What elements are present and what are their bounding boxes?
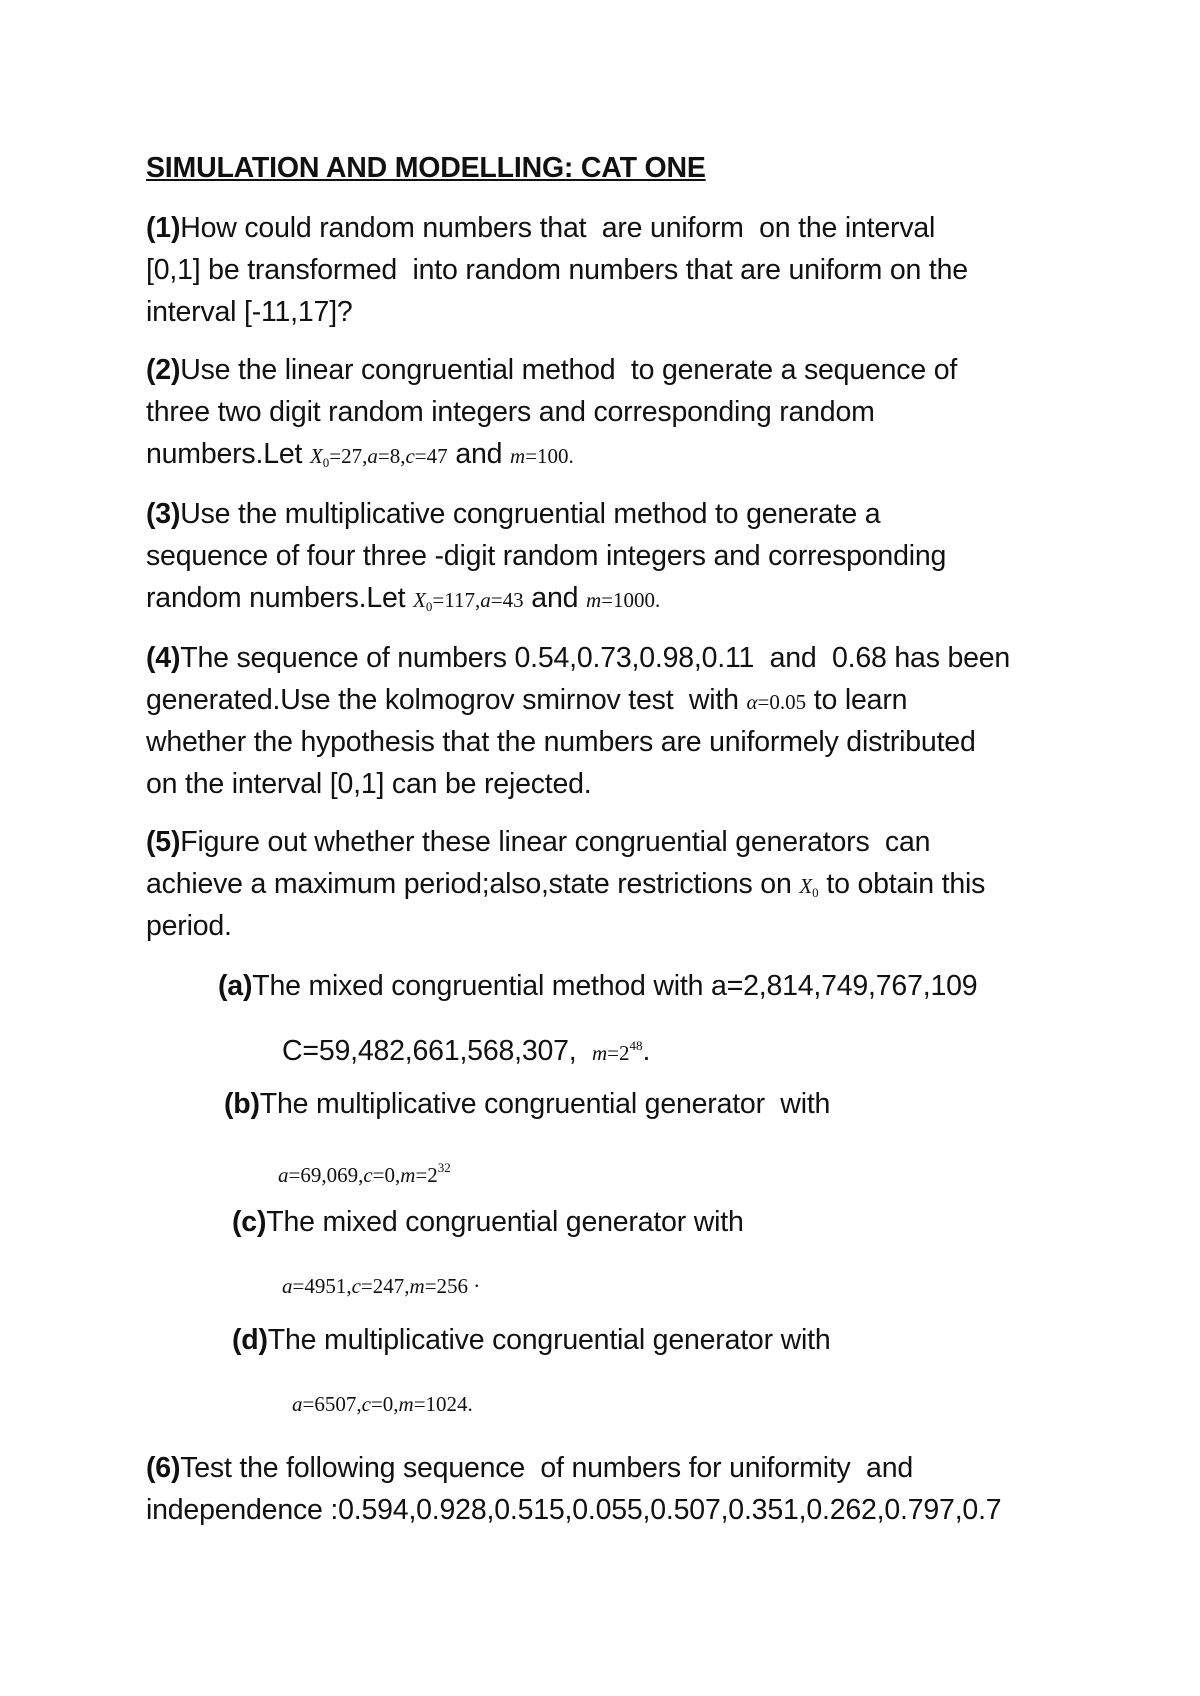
question-5b-formula: $a=69,069,c=0,m=2^{32}$	[278, 1160, 451, 1187]
question-4-line-4: on the interval [0,1] can be rejected.	[146, 768, 592, 800]
question-5-number: (5)	[146, 826, 181, 858]
question-3-modulus: m=1000.	[585, 588, 661, 612]
question-2-modulus: m=100.	[510, 444, 574, 468]
question-5b-line-1: (b)The multiplicative congruential generator with	[224, 1088, 831, 1120]
question-3-number: (3)	[146, 498, 181, 530]
question-4-alpha: α=0.05	[746, 690, 807, 714]
question-5c-line-1: (c)The mixed congruential generator with	[232, 1206, 744, 1238]
question-5-line-1: (5)Figure out whether these linear congruential generators can	[146, 826, 931, 858]
question-5a-modulus: $m=2^{48}$	[591, 1038, 643, 1065]
question-4-line-2: generated.Use the kolmogrov smirnov test with α=0.05 to learn	[146, 684, 908, 716]
question-3-formula: $X_0=117,a=43$	[413, 588, 524, 614]
question-5a-line-1: (a)The mixed congruential method with a=2,814,749,767,109	[218, 970, 978, 1002]
question-4-line-1: (4)The sequence of numbers 0.54,0.73,0.98,0.11 and 0.68 has been	[146, 642, 1011, 674]
question-2-formula: $X_0=27,a=8,c=47$	[309, 444, 448, 470]
question-1-line-1: (1)How could random numbers that are uniform on the interval	[146, 212, 936, 244]
question-2-line-2: three two digit random integers and corresponding random	[146, 396, 875, 428]
question-4-line-3: whether the hypothesis that the numbers are uniformely distributed	[146, 726, 976, 758]
question-5a-line-2: C=59,482,661,568,307, $m=2^{48}$.	[282, 1035, 651, 1067]
question-5d-formula: a=6507,c=0,m=1024.	[292, 1392, 473, 1416]
question-6-line-2: independence :0.594,0.928,0.515,0.055,0.507,0.351,0.262,0.797,0.7	[146, 1494, 1002, 1526]
question-2-number: (2)	[146, 354, 181, 386]
question-5-line-2: achieve a maximum period;also,state restrictions on $X_0$ to obtain this	[146, 868, 986, 900]
question-1-line-2: [0,1] be transformed into random numbers that are uniform on the	[146, 254, 968, 286]
question-5c-label: (c)	[232, 1206, 267, 1238]
question-5b-label: (b)	[224, 1088, 260, 1120]
question-2-line-3: numbers.Let $X_0=27,a=8,c=47$ and m=100.	[146, 438, 574, 470]
question-5d-label: (d)	[232, 1324, 268, 1356]
question-5-line-3: period.	[146, 910, 232, 942]
question-6-number: (6)	[146, 1452, 181, 1484]
question-1-line-3: interval [-11,17]?	[146, 296, 353, 328]
question-2-line-1: (2)Use the linear congruential method to generate a sequence of	[146, 354, 958, 386]
question-4-number: (4)	[146, 642, 181, 674]
question-5-x0: $X_0$	[799, 874, 819, 900]
page-title: SIMULATION AND MODELLING: CAT ONE	[146, 152, 706, 184]
question-5d-line-1: (d)The multiplicative congruential generator with	[232, 1324, 831, 1356]
question-3-line-3: random numbers.Let $X_0=117,a=43$ and m=1000.	[146, 582, 661, 614]
question-5a-label: (a)	[218, 970, 253, 1002]
question-3-line-1: (3)Use the multiplicative congruential method to generate a	[146, 498, 881, 530]
question-3-line-2: sequence of four three -digit random integers and corresponding	[146, 540, 947, 572]
question-5c-formula: a=4951,c=247,m=256 ·	[282, 1274, 481, 1298]
question-1-number: (1)	[146, 212, 181, 244]
question-6-line-1: (6)Test the following sequence of numbers for uniformity and	[146, 1452, 913, 1484]
